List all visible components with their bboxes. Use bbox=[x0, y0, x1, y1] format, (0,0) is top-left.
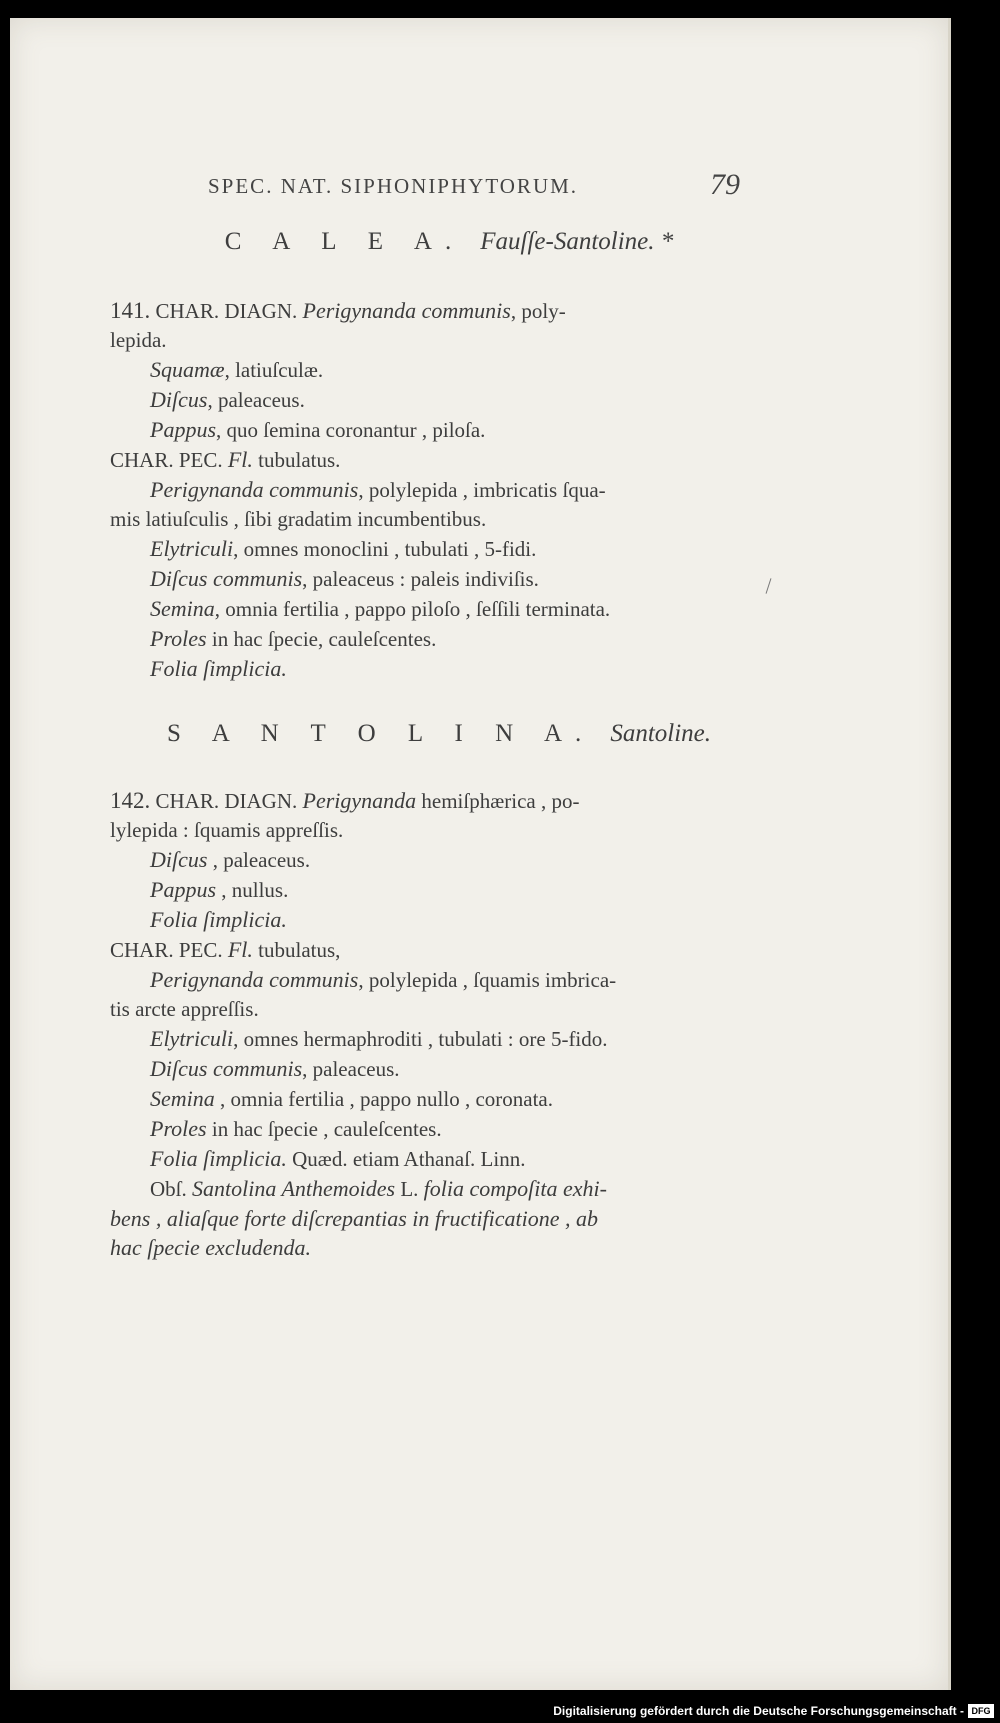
entry-number: 141. bbox=[110, 298, 151, 323]
entry-line bbox=[110, 935, 745, 965]
description: Quæd. etiam Athanaſ. Linn. bbox=[292, 1147, 526, 1171]
genus-french-name: Santoline. bbox=[610, 720, 711, 747]
entry-line bbox=[110, 1084, 745, 1114]
char-diagn-label: CHAR. DIAGN. bbox=[155, 299, 298, 323]
entry-line bbox=[110, 355, 745, 385]
entry-line bbox=[110, 296, 745, 326]
description: , paleaceus. bbox=[207, 388, 305, 412]
description: tubulatus. bbox=[258, 448, 341, 472]
entry-line: hac ſpecie excludenda. bbox=[110, 1235, 311, 1260]
term: Semina bbox=[150, 596, 215, 621]
term: Squamæ bbox=[150, 357, 225, 382]
entry-line bbox=[110, 875, 745, 905]
description: , quo ſemina coronantur , piloſa. bbox=[216, 418, 486, 442]
entry-line: lylepida : ſquamis appreſſis. bbox=[110, 818, 344, 842]
term: Proles bbox=[150, 1116, 207, 1141]
term: Folia ſimplicia. bbox=[150, 1146, 287, 1171]
entry-line bbox=[110, 594, 745, 624]
entry-line bbox=[110, 965, 745, 995]
book-page bbox=[10, 18, 951, 1690]
term: Perigynanda communis bbox=[302, 298, 511, 323]
entry-line bbox=[110, 624, 745, 654]
running-head: SPEC. NAT. SIPHONIPHYTORUM. bbox=[208, 174, 579, 198]
genus-heading-santolina bbox=[0, 720, 908, 748]
page-header bbox=[10, 168, 948, 208]
term: Diſcus bbox=[150, 847, 208, 872]
entry-line bbox=[110, 654, 745, 684]
term: Pappus bbox=[150, 877, 216, 902]
entry-line bbox=[110, 534, 745, 564]
entry-line bbox=[110, 475, 745, 505]
char-diagn-label: CHAR. DIAGN. bbox=[155, 789, 298, 813]
page-number: 79 bbox=[710, 168, 740, 201]
funding-notice: Digitalisierung gefördert durch die Deutsche Forschungsgemeinschaft - bbox=[553, 1704, 964, 1718]
description: hemiſphærica , po- bbox=[421, 789, 580, 813]
entry-line bbox=[110, 1114, 745, 1144]
term: Elytriculi bbox=[150, 536, 234, 561]
genus-name: C A L E A. bbox=[224, 228, 465, 255]
term: Fl. bbox=[227, 937, 253, 962]
scan-mark bbox=[766, 578, 772, 594]
genus-french-name: Fauſſe-Santoline. * bbox=[480, 228, 674, 255]
term: Semina bbox=[150, 1086, 215, 1111]
description: , paleaceus. bbox=[302, 1057, 400, 1081]
obs-label: Obſ. bbox=[150, 1177, 187, 1201]
description: in hac ſpecie , cauleſcentes. bbox=[211, 1117, 442, 1141]
description: , omnia fertilia , pappo nullo , coronata. bbox=[220, 1087, 554, 1111]
term: Folia ſimplicia. bbox=[150, 656, 287, 681]
description: tubulatus, bbox=[258, 938, 341, 962]
description: , omnes monoclini , tubulati , 5-fidi. bbox=[233, 537, 537, 561]
digitization-footer bbox=[0, 1700, 1000, 1723]
dfg-logo: DFG bbox=[968, 1704, 994, 1718]
term: Elytriculi bbox=[150, 1026, 234, 1051]
entry-line: bens , aliaſque forte diſcrepantias in fructificatione , ab bbox=[110, 1206, 599, 1231]
term: Pappus bbox=[150, 417, 216, 442]
species-entry-142 bbox=[110, 786, 745, 1262]
term: Perigynanda communis bbox=[150, 477, 359, 502]
term: Diſcus communis bbox=[150, 566, 303, 591]
entry-line bbox=[110, 1024, 745, 1054]
description: , poly- bbox=[510, 299, 566, 323]
description: , latiuſculæ. bbox=[224, 358, 324, 382]
term: Proles bbox=[150, 626, 207, 651]
description: folia compoſita exhi- bbox=[423, 1176, 607, 1201]
genus-name: S A N T O L I N A. bbox=[166, 720, 595, 747]
entry-line bbox=[110, 415, 745, 445]
entry-line bbox=[110, 445, 745, 475]
entry-line bbox=[110, 1174, 745, 1204]
description: , nullus. bbox=[221, 878, 289, 902]
genus-heading-calea bbox=[0, 228, 918, 256]
author: L. bbox=[400, 1177, 419, 1201]
description: , omnes hermaphroditi , tubulati : ore 5-fido. bbox=[233, 1027, 608, 1051]
description: , polylepida , ſquamis imbrica- bbox=[358, 968, 617, 992]
description: , paleaceus : paleis indiviſis. bbox=[302, 567, 539, 591]
description: , paleaceus. bbox=[212, 848, 311, 872]
entry-line bbox=[110, 786, 745, 816]
entry-line bbox=[110, 1054, 745, 1084]
entry-line bbox=[110, 385, 745, 415]
term: Fl. bbox=[227, 447, 253, 472]
description: in hac ſpecie, cauleſcentes. bbox=[211, 627, 437, 651]
species-entry-141 bbox=[110, 296, 745, 684]
term: Folia ſimplicia. bbox=[150, 907, 287, 932]
char-pec-label: CHAR. PEC. bbox=[110, 448, 223, 472]
entry-line: lepida. bbox=[110, 328, 167, 352]
entry-line bbox=[110, 564, 745, 594]
char-pec-label: CHAR. PEC. bbox=[110, 938, 223, 962]
entry-number: 142. bbox=[110, 788, 151, 813]
term: Diſcus communis bbox=[150, 1056, 303, 1081]
description: , omnia fertilia , pappo piloſo , ſeſſili terminata. bbox=[214, 597, 611, 621]
term: Diſcus bbox=[150, 387, 208, 412]
term: Perigynanda communis bbox=[150, 967, 359, 992]
entry-line: mis latiuſculis , ſibi gradatim incumbentibus. bbox=[110, 507, 487, 531]
entry-line bbox=[110, 905, 745, 935]
entry-line bbox=[110, 1144, 745, 1174]
description: , polylepida , imbricatis ſqua- bbox=[358, 478, 606, 502]
term: Perigynanda bbox=[302, 788, 417, 813]
entry-line: tis arcte appreſſis. bbox=[110, 997, 259, 1021]
term: Santolina Anthemoides bbox=[192, 1176, 396, 1201]
entry-line bbox=[110, 845, 745, 875]
